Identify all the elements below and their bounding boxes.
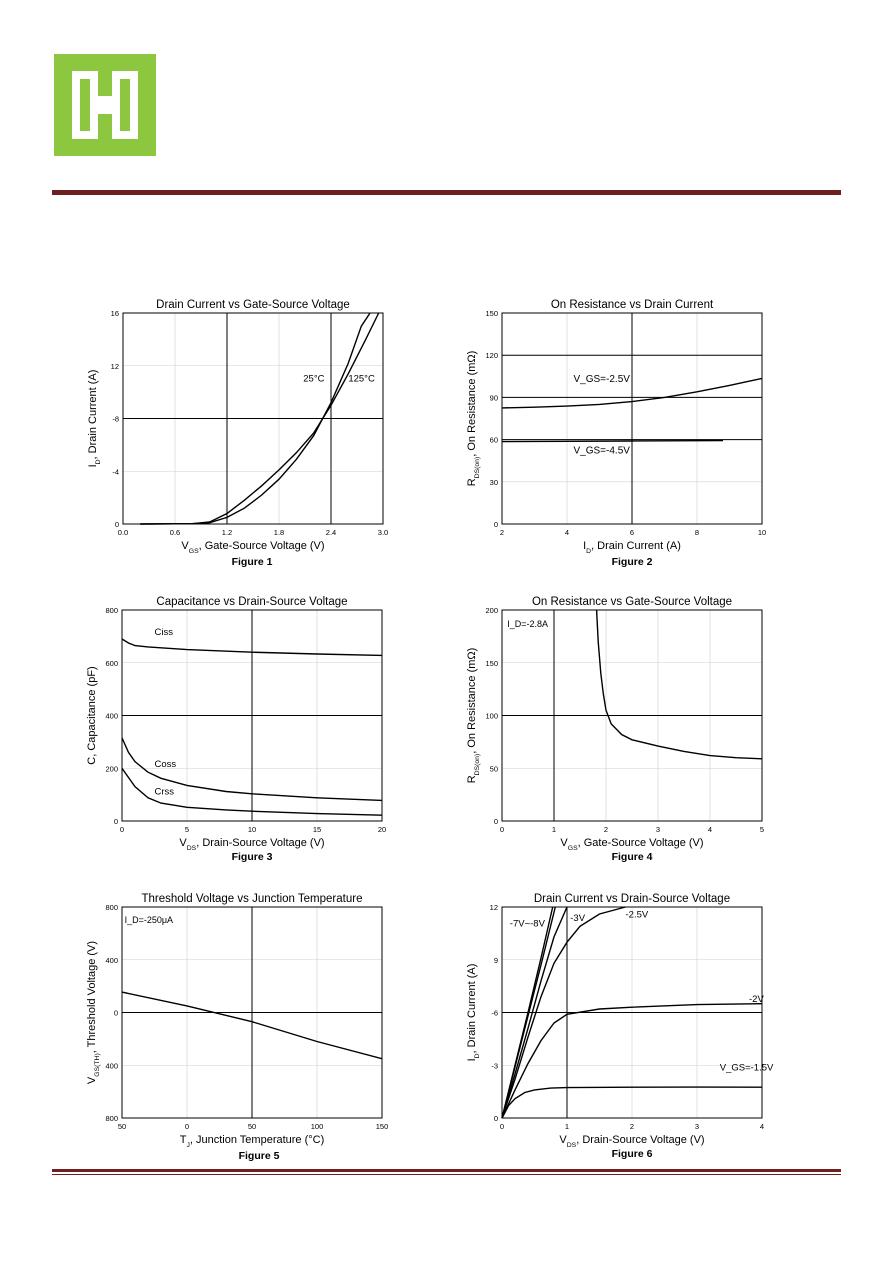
x-tick-label: 1.2 [221, 528, 233, 537]
x-tick-label: 0.6 [169, 528, 181, 537]
x-tick-label: 100 [310, 1122, 324, 1131]
y-axis-label: $R_{DS(on)}$, On Resistance (mΩ) [466, 647, 481, 784]
x-tick-label: 10 [757, 528, 767, 537]
y-tick-label: 100 [485, 711, 498, 721]
chart-title: Capacitance vs Drain-Source Voltage [156, 596, 348, 608]
x-tick-label: 6 [629, 528, 635, 537]
y-tick-label: 200 [485, 606, 498, 615]
x-tick-label: 2 [603, 825, 609, 834]
x-tick-label: 4 [759, 1122, 765, 1131]
footer-rule-thin [52, 1174, 841, 1175]
y-tick-label: 600 [105, 658, 118, 668]
x-tick-label: 50 [117, 1122, 127, 1131]
y-tick-label: 150 [485, 309, 498, 318]
figure-4-caption: Figure 4 [611, 851, 653, 863]
x-tick-label: 1 [564, 1122, 570, 1131]
series-annotation: V_GS=-2.5V [573, 373, 630, 385]
series-annotation: Crss [154, 786, 175, 798]
x-axis-label: $T_J$, Junction Temperature (°C) [179, 1134, 325, 1149]
chart-title: Drain Current vs Gate-Source Voltage [156, 299, 350, 311]
figure-5-caption: Figure 5 [238, 1150, 280, 1162]
x-tick-label: 0.0 [117, 528, 129, 537]
y-tick-label: 400 [105, 1061, 118, 1071]
series-annotation: Coss [154, 758, 177, 770]
series-annotation: V_GS=-4.5V [573, 445, 630, 457]
x-tick-label: 3.0 [377, 528, 389, 537]
y-tick-label: 400 [105, 955, 118, 965]
figure-2-caption: Figure 2 [611, 556, 653, 568]
x-tick-label: 1 [551, 825, 557, 834]
x-tick-label: 2 [499, 528, 505, 537]
y-tick-label: 0 [113, 817, 118, 826]
x-axis-label: $V_{DS}$, Drain-Source Voltage (V) [559, 1134, 705, 1149]
y-tick-label: 0 [493, 520, 498, 529]
figure-1-caption: Figure 1 [231, 556, 273, 568]
footer-rule [52, 1169, 841, 1172]
x-tick-label: 15 [312, 825, 322, 834]
y-tick-label: 150 [485, 658, 498, 668]
x-tick-label: 150 [375, 1122, 389, 1131]
y-axis-label: $V_{GS(TH)}$, Threshold Voltage (V) [86, 940, 101, 1085]
x-axis-label: $V_{GS}$, Gate-Source Voltage (V) [181, 540, 325, 555]
y-tick-label: 16 [110, 309, 119, 318]
series-annotation: Ciss [154, 627, 173, 639]
y-tick-label: 90 [489, 393, 498, 403]
y-tick-label: 800 [105, 606, 118, 615]
y-tick-label: -3 [491, 1061, 498, 1071]
y-tick-label: -8 [112, 414, 119, 424]
y-tick-label: 30 [489, 477, 498, 487]
x-tick-label: 3 [694, 1122, 700, 1131]
x-tick-label: 0 [119, 825, 125, 834]
x-tick-label: 10 [247, 825, 257, 834]
series-annotation: 125°C [348, 373, 375, 385]
series-line [597, 610, 762, 759]
x-tick-label: 0 [499, 825, 505, 834]
y-tick-label: 0 [493, 817, 498, 826]
x-axis-label: $V_{DS}$, Drain-Source Voltage (V) [179, 837, 325, 852]
chart-title: Threshold Voltage vs Junction Temperature [141, 893, 363, 905]
y-tick-label: 60 [489, 435, 498, 445]
x-axis-label: $I_D$, Drain Current (A) [583, 540, 681, 555]
y-tick-label: 800 [105, 1114, 118, 1123]
series-annotation: -3V [570, 913, 586, 925]
series-line [502, 441, 723, 442]
chart-title: Drain Current vs Drain-Source Voltage [533, 893, 731, 905]
y-tick-label: 9 [493, 955, 498, 965]
y-tick-label: 400 [105, 711, 118, 721]
y-axis-label: $I_D$, Drain Current (A) [87, 369, 102, 468]
y-axis-label: $R_{DS(on)}$, On Resistance (mΩ) [466, 350, 481, 487]
series-annotation: I_D=-250μA [124, 914, 174, 925]
series-annotation: -2V [749, 993, 764, 1005]
x-tick-label: 5 [759, 825, 765, 834]
series-annotation: -7V~-8V [509, 918, 545, 930]
x-tick-label: 5 [184, 825, 190, 834]
y-tick-label: 0 [113, 1008, 118, 1018]
x-tick-label: 50 [247, 1122, 257, 1131]
y-tick-label: 120 [485, 351, 498, 361]
y-tick-label: 0 [493, 1114, 498, 1123]
x-tick-label: 1.8 [273, 528, 285, 537]
y-tick-label: -4 [112, 467, 119, 477]
figure-3-caption: Figure 3 [231, 851, 273, 863]
x-tick-label: 8 [694, 528, 700, 537]
series-annotation: I_D=-2.8A [507, 618, 548, 629]
y-tick-label: 800 [105, 903, 118, 912]
figure-6-caption: Figure 6 [611, 1148, 653, 1160]
y-axis-label: $I_D$, Drain Current (A) [466, 963, 481, 1062]
y-tick-label: 0 [114, 520, 119, 529]
series-annotation: V_GS=-1.5V [719, 1062, 774, 1074]
series-annotation: -2.5V [625, 909, 649, 921]
y-tick-label: 12 [489, 903, 498, 912]
chart-title: On Resistance vs Gate-Source Voltage [531, 596, 733, 608]
x-tick-label: 2.4 [325, 528, 337, 537]
x-tick-label: 4 [707, 825, 713, 834]
x-tick-label: 2 [629, 1122, 635, 1131]
y-tick-label: -6 [491, 1008, 498, 1018]
y-tick-label: 50 [489, 764, 498, 774]
series-annotation: 25°C [303, 373, 325, 385]
y-tick-label: 12 [110, 361, 119, 371]
x-tick-label: 4 [564, 528, 570, 537]
x-axis-label: $V_{GS}$, Gate-Source Voltage (V) [560, 837, 704, 852]
x-tick-label: 0 [499, 1122, 505, 1131]
chart-title: On Resistance vs Drain Current [550, 299, 714, 311]
y-axis-label: C, Capacitance (pF) [86, 666, 98, 765]
x-tick-label: 3 [655, 825, 661, 834]
x-tick-label: 0 [184, 1122, 190, 1131]
x-tick-label: 20 [377, 825, 387, 834]
y-tick-label: 200 [105, 764, 118, 774]
